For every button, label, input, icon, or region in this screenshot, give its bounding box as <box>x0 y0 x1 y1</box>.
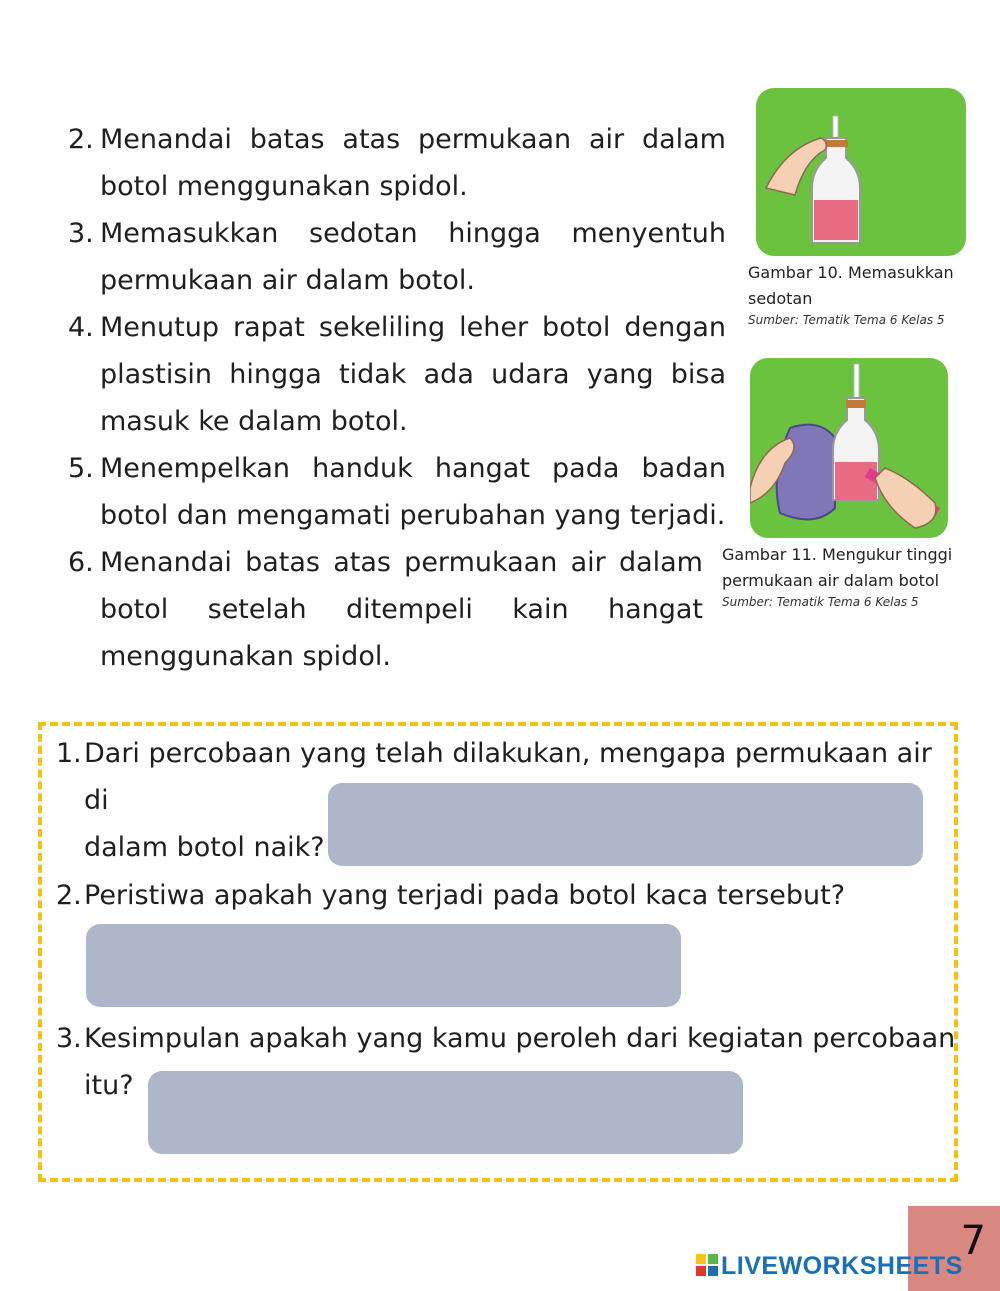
step-text: Menandai batas atas permukaan air dalam botol setelah ditempeli kain hangat menggunakan spidol. <box>100 547 703 672</box>
figure-10-caption: Gambar 10. Memasukkan sedotan <box>748 263 954 308</box>
question-number: 1. <box>56 738 82 769</box>
question-text-line1: Peristiwa apakah yang terjadi pada botol kaca tersebut? <box>84 880 846 911</box>
step-number: 2. <box>68 124 94 155</box>
question-text-line2: dalam botol naik? <box>84 832 325 863</box>
figure-11-image <box>750 358 948 538</box>
brand-text: LIVEWORKSHEETS <box>721 1252 963 1280</box>
step-text: Menempelkan handuk hangat pada badan botol dan mengamati perubahan yang terjadi. <box>100 453 726 531</box>
bottle-measure-illustration <box>750 358 948 538</box>
question-text-line2: itu? <box>84 1070 134 1101</box>
figure-11-source: Sumber: Tematik Tema 6 Kelas 5 <box>722 595 919 609</box>
step-text: Memasukkan sedotan hingga menyentuh permukaan air dalam botol. <box>100 218 726 296</box>
step-6 <box>68 539 703 680</box>
step-number: 6. <box>68 547 94 578</box>
question-2 <box>56 872 956 919</box>
figure-10-image <box>756 88 966 256</box>
liveworksheets-brand <box>696 1252 996 1286</box>
question-text-line1: Dari percobaan yang telah dilakukan, mengapa permukaan air di <box>84 738 932 816</box>
step-text: Menutup rapat sekeliling leher botol dengan plastisin hingga tidak ada udara yang bisa masuk ke dalam botol. <box>100 312 726 437</box>
page-number: 7 <box>908 1206 1000 1291</box>
step-number: 4. <box>68 312 94 343</box>
step-3 <box>68 210 726 304</box>
step-5 <box>68 445 726 539</box>
question-number: 3. <box>56 1023 82 1054</box>
step-text: Menandai batas atas permukaan air dalam botol menggunakan spidol. <box>100 124 726 202</box>
figure-11 <box>722 358 962 610</box>
figure-10 <box>748 88 968 328</box>
figure-10-source: Sumber: Tematik Tema 6 Kelas 5 <box>748 313 945 327</box>
bottle-straw-illustration <box>756 88 966 256</box>
step-number: 3. <box>68 218 94 249</box>
step-2 <box>68 116 726 210</box>
step-number: 5. <box>68 453 94 484</box>
instruction-steps <box>68 116 726 680</box>
answer-field-3[interactable] <box>148 1071 743 1154</box>
question-number: 2. <box>56 880 82 911</box>
liveworksheets-logo-icon <box>696 1254 718 1276</box>
figure-11-caption: Gambar 11. Mengukur tinggi permukaan air dalam botol <box>722 545 953 590</box>
question-text-line1: Kesimpulan apakah yang kamu peroleh dari kegiatan percobaan <box>84 1023 956 1054</box>
step-4 <box>68 304 726 445</box>
answer-field-2[interactable] <box>86 924 681 1007</box>
answer-field-1[interactable] <box>328 783 923 866</box>
